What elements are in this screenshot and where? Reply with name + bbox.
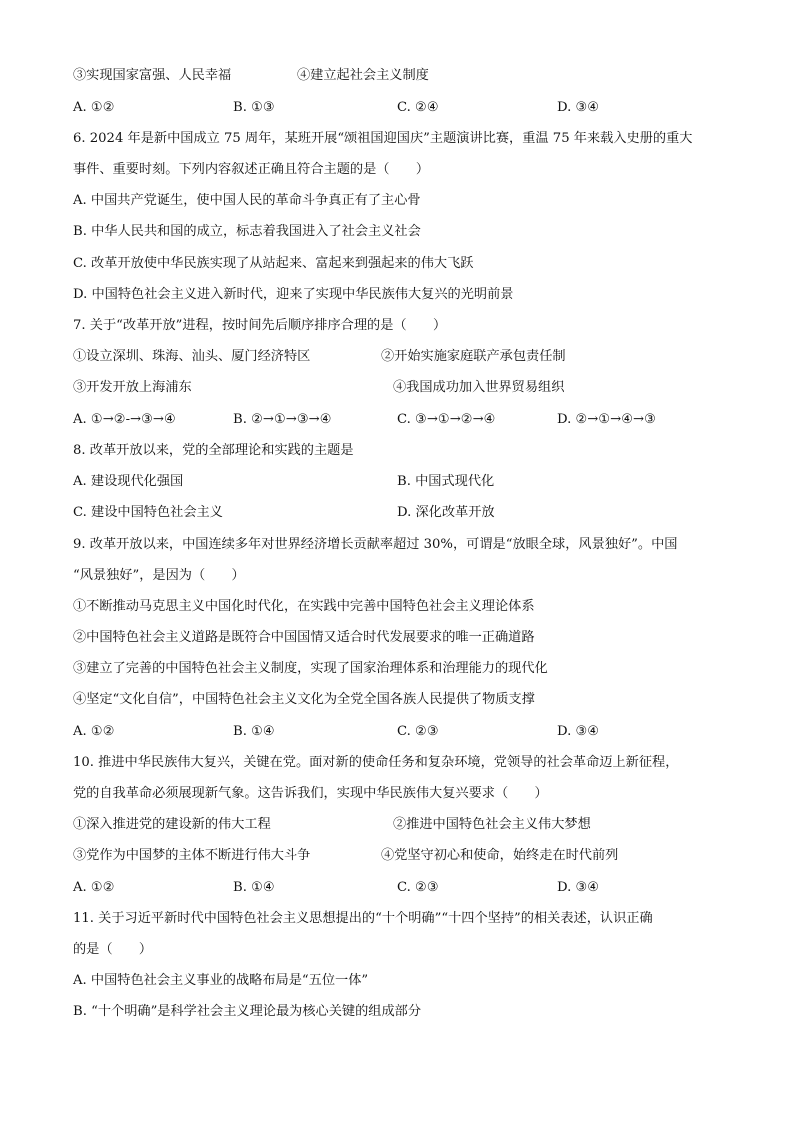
q9-stem-line-2: “风景独好”，是因为（ ） [73,568,245,583]
q5-option-a[interactable]: A. ①② [73,100,115,115]
q6-stem-line-1: 6. 2024 年是新中国成立 75 周年，某班开展“颂祖国迎国庆”主题演讲比赛，重温 75 年来载入史册的重大 [73,131,693,146]
q11-stem-line-1: 11. 关于习近平新时代中国特色社会主义思想提出的“十个明确”“十四个坚持”的相关表述，认识正确 [73,911,653,926]
q5-statement-3: ③实现国家富强、人民幸福 [73,68,232,83]
q10-option-a[interactable]: A. ①② [73,880,115,895]
q7-option-a[interactable]: A. ①→②-→③→④ [73,412,176,427]
q10-stem-line-1: 10. 推进中华民族伟大复兴，关键在党。面对新的使命任务和复杂环境，党领导的社会革命迈上新征程， [73,755,679,770]
q8-option-c[interactable]: C. 建设中国特色社会主义 [73,505,223,520]
q10-option-b[interactable]: B. ①④ [233,880,275,895]
q9-option-b[interactable]: B. ①④ [233,724,275,739]
q10-statement-3: ③党作为中国梦的主体不断进行伟大斗争 [73,848,311,863]
q6-option-a[interactable]: A. 中国共产党诞生，使中国人民的革命斗争真正有了主心骨 [73,193,421,208]
q8-option-d[interactable]: D. 深化改革开放 [397,505,495,520]
q9-statement-1: ①不断推动马克思主义中国化时代化，在实践中完善中国特色社会主义理论体系 [73,599,535,614]
q10-option-d[interactable]: D. ③④ [557,880,600,895]
q9-statement-3: ③建立了完善的中国特色社会主义制度，实现了国家治理体系和治理能力的现代化 [73,661,548,676]
q6-option-d[interactable]: D. 中国特色社会主义进入新时代，迎来了实现中华民族伟大复兴的光明前景 [73,287,514,302]
q7-statement-2: ②开始实施家庭联产承包责任制 [381,349,566,364]
q7-statement-4: ④我国成功加入世界贸易组织 [393,380,565,395]
q11-stem-line-2: 的是（ ） [73,942,153,957]
q9-option-d[interactable]: D. ③④ [557,724,600,739]
q5-option-b[interactable]: B. ①③ [233,100,275,115]
q9-option-c[interactable]: C. ②③ [397,724,439,739]
q10-stem-line-2: 党的自我革命必须展现新气象。这告诉我们，实现中华民族伟大复兴要求（ ） [73,786,548,801]
q6-option-c[interactable]: C. 改革开放使中华民族实现了从站起来、富起来到强起来的伟大飞跃 [73,256,474,271]
q5-statement-4: ④建立起社会主义制度 [297,68,429,83]
q6-stem-line-2: 事件、重要时刻。下列内容叙述正确且符合主题的是（ ） [73,162,430,177]
q10-statement-1: ①深入推进党的建设新的伟大工程 [73,817,271,832]
q5-option-c[interactable]: C. ②④ [397,100,439,115]
q8-option-b[interactable]: B. 中国式现代化 [397,474,495,489]
q7-option-d[interactable]: D. ②→①→④→③ [557,412,656,427]
q8-stem: 8. 改革开放以来，党的全部理论和实践的主题是 [73,443,354,458]
q11-option-b[interactable]: B. “十个明确”是科学社会主义理论最为核心关键的组成部分 [73,1004,422,1019]
q7-statement-3: ③开发开放上海浦东 [73,380,192,395]
q10-statement-2: ②推进中国特色社会主义伟大梦想 [393,817,591,832]
q7-stem: 7. 关于“改革开放”进程，按时间先后顺序排序合理的是（ ） [73,318,447,333]
q10-option-c[interactable]: C. ②③ [397,880,439,895]
q9-statement-4: ④坚定“文化自信”，中国特色社会主义文化为全党全国各族人民提供了物质支撑 [73,692,535,707]
q7-option-c[interactable]: C. ③→①→②→④ [397,412,496,427]
q7-option-b[interactable]: B. ②→①→③→④ [233,412,332,427]
q8-option-a[interactable]: A. 建设现代化强国 [73,474,184,489]
q10-statement-4: ④党坚守初心和使命，始终走在时代前列 [381,848,619,863]
q11-option-a[interactable]: A. 中国特色社会主义事业的战略布局是“五位一体” [73,973,369,988]
q9-stem-line-1: 9. 改革开放以来，中国连续多年对世界经济增长贡献率超过 30%，可谓是“放眼全球，风景独好”。中国 [73,537,678,552]
q5-option-d[interactable]: D. ③④ [557,100,600,115]
q9-statement-2: ②中国特色社会主义道路是既符合中国国情又适合时代发展要求的唯一正确道路 [73,630,535,645]
q7-statement-1: ①设立深圳、珠海、汕头、厦门经济特区 [73,349,311,364]
q6-option-b[interactable]: B. 中华人民共和国的成立，标志着我国进入了社会主义社会 [73,224,421,239]
q9-option-a[interactable]: A. ①② [73,724,115,739]
